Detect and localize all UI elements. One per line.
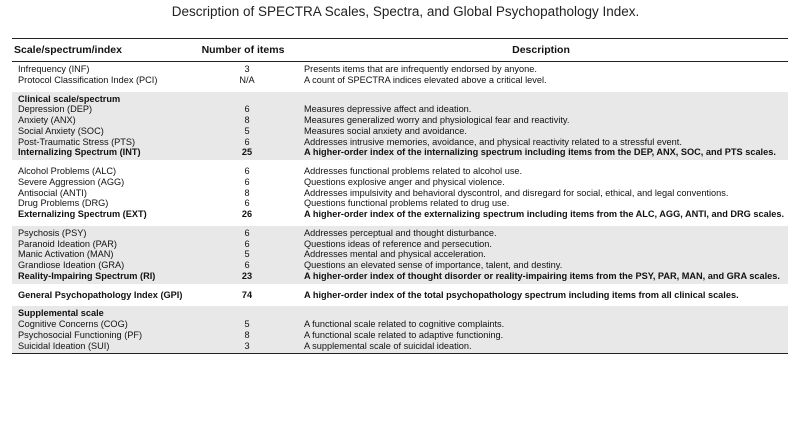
scale-name-cell: General Psychopathology Index (GPI) — [18, 289, 183, 300]
table-row — [12, 104, 788, 115]
scale-name-cell: Internalizing Spectrum (INT) — [18, 147, 141, 158]
item-count-cell: 6 — [244, 166, 250, 176]
item-count-cell: 6 — [244, 198, 250, 209]
item-count-cell: 8 — [244, 115, 250, 125]
description-cell: A higher-order index of thought disorder or reality-impairing items from the PSY, PAR, MAN, and GRA scales. — [304, 270, 780, 281]
row-group — [12, 226, 788, 284]
item-count-cell: 6 — [244, 260, 250, 270]
description-cell: Addresses impulsivity and behavioral dyscontrol, and disregard for social, ethical, and legal conventions. — [304, 187, 729, 198]
item-count-cell: 6 — [244, 227, 250, 238]
description-cell: Addresses perceptual and thought disturbance. — [304, 227, 497, 238]
item-count-cell: 3 — [244, 340, 250, 351]
table-header — [12, 39, 788, 62]
row-group — [12, 92, 788, 161]
description-cell: A higher-order index of the externalizing spectrum including items from the ALC, AGG, ANTI, and DRG scales. — [304, 209, 785, 219]
bottom-rule — [12, 353, 788, 354]
description-cell: Measures generalized worry and physiological fear and reactivity. — [304, 115, 570, 125]
table-row — [12, 341, 788, 352]
header-scale: Scale/spectrum/index — [14, 44, 122, 56]
table-row — [12, 115, 788, 126]
table-row — [12, 260, 788, 271]
table-row — [12, 166, 788, 177]
row-group — [12, 288, 788, 303]
scale-name-cell: Severe Aggression (AGG) — [18, 176, 125, 187]
item-count-cell: 5 — [244, 249, 250, 260]
item-count-cell: 26 — [241, 209, 253, 219]
table-row — [12, 271, 788, 282]
description-cell: A supplemental scale of suicidal ideation. — [304, 340, 472, 351]
scale-name-cell: Psychosis (PSY) — [18, 227, 87, 238]
table-row — [12, 228, 788, 239]
item-count-cell: N/A — [239, 74, 255, 85]
item-count-cell: 6 — [244, 136, 250, 147]
description-cell: A functional scale related to cognitive complaints. — [304, 319, 505, 329]
table-row — [12, 126, 788, 137]
table-row — [12, 290, 788, 301]
scale-name-cell: Cognitive Concerns (COG) — [18, 319, 128, 329]
description-cell: Questions functional problems related to drug use. — [304, 198, 510, 209]
scale-name-cell: Social Anxiety (SOC) — [18, 125, 104, 136]
header-items: Number of items — [201, 44, 285, 56]
table-row — [12, 64, 788, 75]
description-cell: Addresses functional problems related to alcohol use. — [304, 166, 523, 176]
table-row — [12, 330, 788, 341]
scale-name-cell: Alcohol Problems (ALC) — [18, 166, 117, 176]
item-count-cell: 74 — [241, 289, 253, 300]
scale-name-cell: Psychosocial Functioning (PF) — [18, 329, 143, 340]
description-cell: Addresses intrusive memories, avoidance, and physical reactivity related to a stressful event. — [304, 136, 682, 147]
description-cell: A functional scale related to adaptive functioning. — [304, 329, 504, 340]
item-count-cell: 5 — [244, 319, 250, 329]
scale-name-cell: Infrequency (INF) — [18, 64, 90, 74]
scale-name-cell: Reality-Impairing Spectrum (RI) — [18, 270, 156, 281]
table-row — [12, 319, 788, 330]
scale-name-cell: Drug Problems (DRG) — [18, 198, 109, 209]
scale-name-cell: Grandiose Ideation (GRA) — [18, 260, 125, 270]
header-description: Description — [512, 44, 570, 56]
table-row — [12, 137, 788, 148]
scale-name-cell: Protocol Classification Index (PCI) — [18, 74, 158, 85]
table-row — [12, 75, 788, 86]
table-body — [12, 62, 788, 353]
scale-name-cell: Suicidal Ideation (SUI) — [18, 340, 110, 351]
scale-name-cell: Paranoid Ideation (PAR) — [18, 238, 117, 249]
item-count-cell: 8 — [244, 329, 250, 340]
scale-name-cell: Depression (DEP) — [18, 104, 93, 115]
table-row — [12, 188, 788, 199]
table-row — [12, 239, 788, 250]
table-row — [12, 94, 788, 105]
description-cell: Measures depressive affect and ideation. — [304, 104, 472, 115]
scale-name-cell: Post-Traumatic Stress (PTS) — [18, 136, 136, 147]
scale-name-cell: Antisocial (ANTI) — [18, 187, 87, 198]
table-row — [12, 177, 788, 188]
scale-name-cell: Externalizing Spectrum (EXT) — [18, 209, 147, 219]
scale-name-cell: Supplemental scale — [18, 308, 104, 319]
description-cell: A count of SPECTRA indices elevated above a critical level. — [304, 74, 547, 85]
table-row — [12, 209, 788, 220]
row-group — [12, 306, 788, 353]
item-count-cell: 6 — [244, 104, 250, 115]
description-cell: Addresses mental and physical acceleration. — [304, 249, 486, 260]
description-cell: A higher-order index of the internalizing spectrum including items from the DEP, ANX, SOC, and PTS scales. — [304, 147, 776, 158]
description-cell: Questions ideas of reference and persecution. — [304, 238, 492, 249]
spectra-table — [12, 38, 788, 354]
item-count-cell: 25 — [241, 147, 253, 158]
item-count-cell: 23 — [241, 270, 253, 281]
table-row — [12, 249, 788, 260]
description-cell: Questions explosive anger and physical violence. — [304, 176, 505, 187]
scale-name-cell: Clinical scale/spectrum — [18, 93, 121, 104]
description-cell: Questions an elevated sense of importance, talent, and destiny. — [304, 260, 563, 270]
table-row — [12, 147, 788, 158]
table-row — [12, 308, 788, 319]
scale-name-cell: Manic Activation (MAN) — [18, 249, 114, 260]
item-count-cell: 3 — [244, 64, 250, 74]
item-count-cell: 5 — [244, 125, 250, 136]
item-count-cell: 8 — [244, 187, 250, 198]
item-count-cell: 6 — [244, 238, 250, 249]
table-row — [12, 198, 788, 209]
description-cell: Presents items that are infrequently endorsed by anyone. — [304, 64, 537, 74]
item-count-cell: 6 — [244, 176, 250, 187]
row-group — [12, 164, 788, 222]
table-caption: Description of SPECTRA Scales, Spectra, and Global Psychopathology Index. — [171, 4, 640, 19]
description-cell: A higher-order index of the total psychopathology spectrum including items from all clinical scales. — [304, 289, 739, 300]
row-group — [12, 62, 788, 88]
description-cell: Measures social anxiety and avoidance. — [304, 125, 467, 136]
scale-name-cell: Anxiety (ANX) — [18, 115, 76, 125]
